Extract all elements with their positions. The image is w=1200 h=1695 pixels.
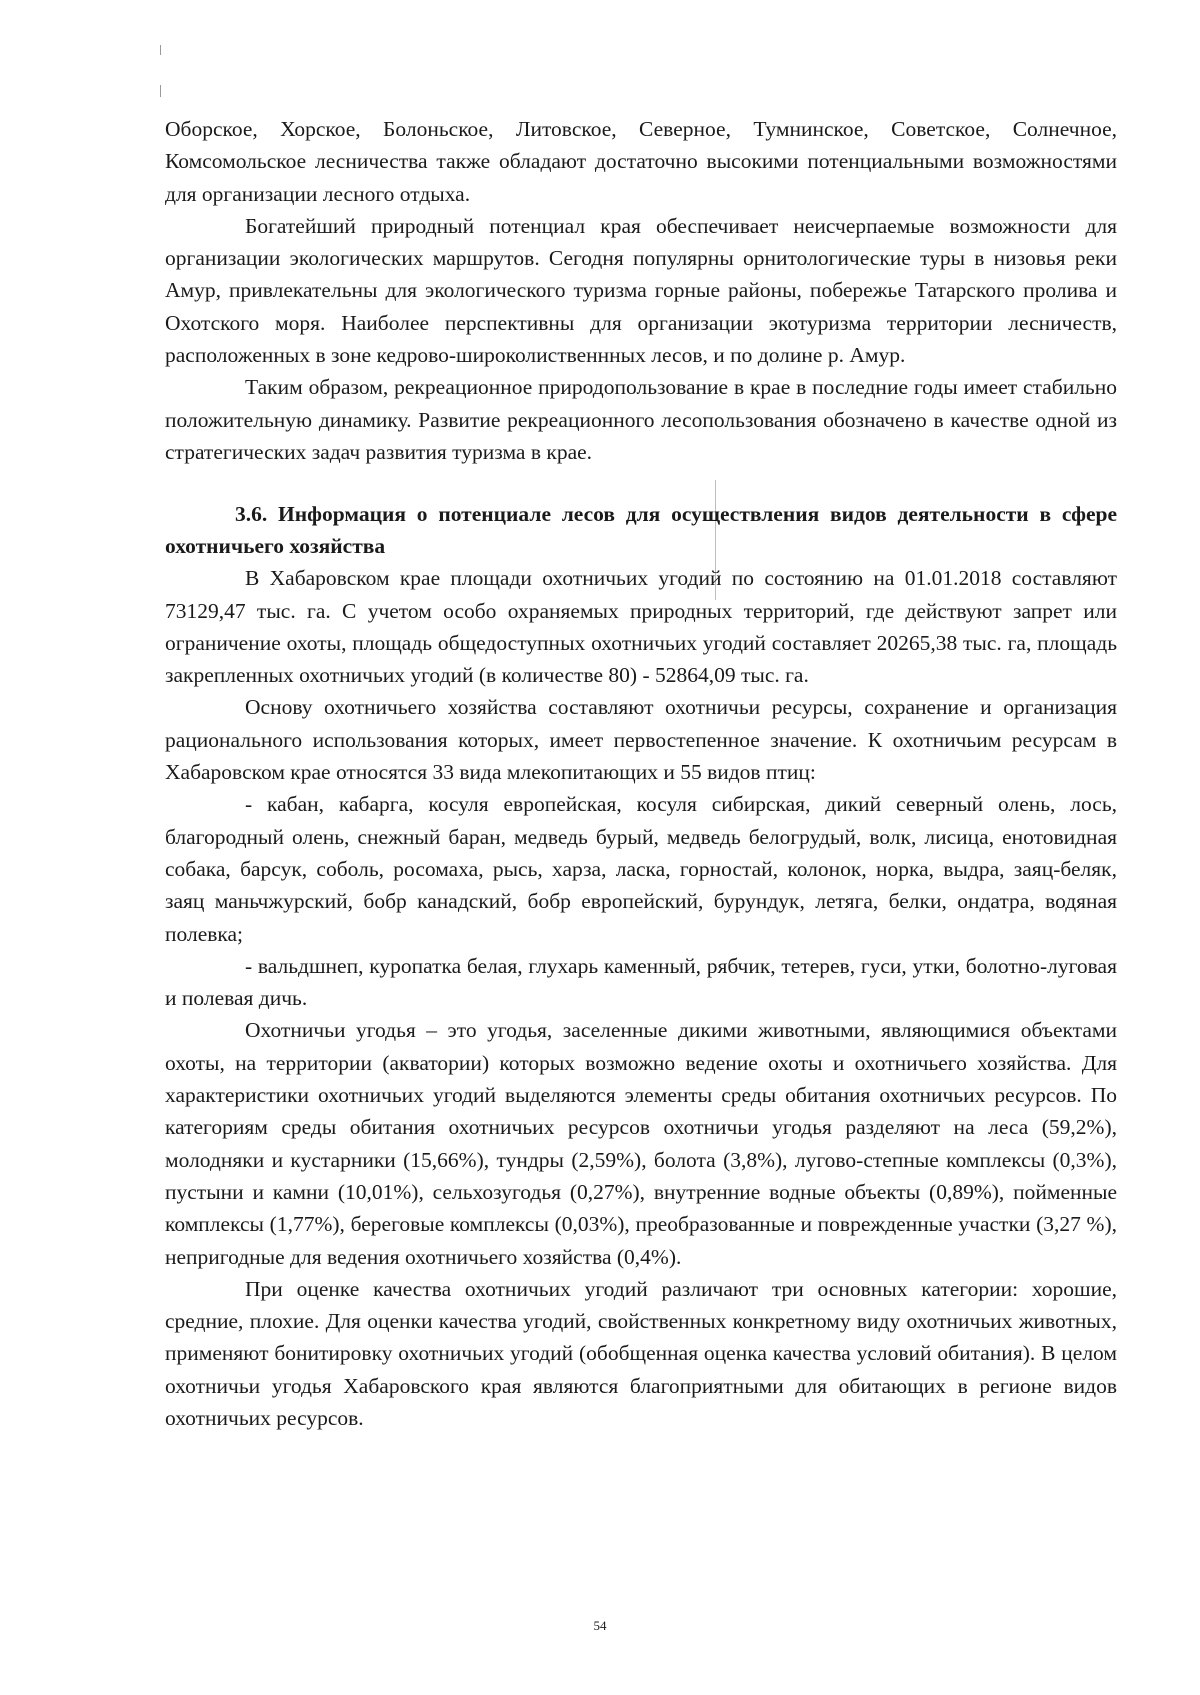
scan-artifact-line: [160, 45, 161, 55]
paragraph: Таким образом, рекреационное природопользование в крае в последние годы имеет стабильно положительную динамику. Развитие рекреационного лесопользования обозначено в качестве одной из стратегических задач развития туризма в крае.: [165, 375, 1117, 464]
paragraph: В Хабаровском крае площади охотничьих угодий по состоянию на 01.01.2018 составляют 73129,47 тыс. га. С учетом особо охраняемых природных территорий, где действуют запрет или ограничение охоты, площадь общедоступных охотничьих угодий составляет 20265,38 тыс. га, площадь закрепленных охотничьих угодий (в количестве 80) - 52864,09 тыс. га.: [165, 566, 1117, 688]
list-item-paragraph: - вальдшнеп, куропатка белая, глухарь каменный, рябчик, тетерев, гуси, утки, болотно-луговая и полевая дичь.: [165, 953, 1117, 1011]
list-item-paragraph: - кабан, кабарга, косуля европейская, косуля сибирская, дикий северный олень, лось, благородный олень, снежный баран, медведь бурый, медведь белогрудый, волк, лисица, енотовидная собака, барсук, соболь, росомаха, рысь, харза, ласка, горностай, колонок, норка, выдра, заяц-беляк, заяц маньчжурский, бобр канадский, бобр европейский, бурундук, летяга, белки, ондатра, водяная полевка;: [165, 792, 1117, 946]
section-heading: 3.6. Информация о потенциале лесов для осуществления видов деятельности в сфере охотничьего хозяйства: [165, 502, 1117, 559]
paragraph: Оборское, Хорское, Болоньское, Литовское, Северное, Тумнинское, Советское, Солнечное, Комсомольское лесничества также обладают достаточно высокими потенциальными возможностями для организации лесного отдыха.: [165, 117, 1117, 206]
paragraph: Основу охотничьего хозяйства составляют охотничьи ресурсы, сохранение и организация рационального использования которых, имеет первостепенное значение. К охотничьим ресурсам в Хабаровском крае относятся 33 вида млекопитающих и 55 видов птиц:: [165, 695, 1117, 785]
paragraph: Богатейший природный потенциал края обеспечивает неисчерпаемые возможности для организации экологических маршрутов. Сегодня популярны орнитологические туры в низовья реки Амур, привлекательны для экологического туризма горные районы, побережье Татарского пролива и Охотского моря. Наиболее перспективны для организации экотуризма территории лесничеств, расположенных в зоне кедрово-широколиственнных лесов, и по долине р. Амур.: [165, 213, 1117, 368]
paragraph: При оценке качества охотничьих угодий различают три основных категории: хорошие, средние, плохие. Для оценки качества угодий, свойственных конкретному виду охотничьих животных, применяют бонитировку охотничьих угодий (обобщенная оценка качества условий обитания). В целом охотничьи угодья Хабаровского края являются благоприятными для обитающих в регионе видов охотничьих ресурсов.: [165, 1276, 1117, 1430]
scan-artifact-line: [160, 85, 161, 97]
page-number: 54: [593, 1618, 607, 1633]
paragraph: Охотничьи угодья – это угодья, заселенные дикими животными, являющимися объектами охоты, на территории (акватории) которых возможно ведение охоты и охотничьего хозяйства. Для характеристики охотничьих угодий выделяются элементы среды обитания охотничьих ресурсов. По категориям среды обитания охотничьих ресурсов охотничьи угодья разделяют на леса (59,2%), молодняки и кустарники (15,66%), тундры (2,59%), болота (3,8%), лугово-степные комплексы (0,3%), пустыни и камни (10,01%), сельхозугодья (0,27%), внутренние водные объекты (0,89%), пойменные комплексы (1,77%), береговые комплексы (0,03%), преобразованные и поврежденные участки (3,27 %), непригодные для ведения охотничьего хозяйства (0,4%).: [165, 1018, 1117, 1269]
document-body: [165, 113, 1117, 1434]
